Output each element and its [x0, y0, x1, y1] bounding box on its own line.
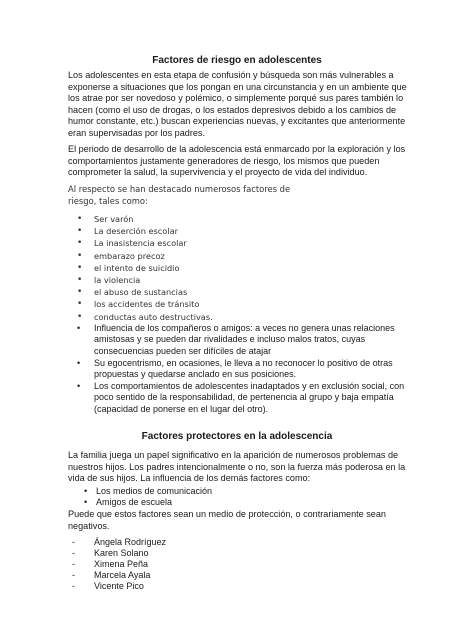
bullet-icon: • — [77, 357, 81, 368]
bullet-icon: • — [77, 299, 83, 310]
bullet-icon: • — [77, 214, 83, 224]
paragraph-development: El periodo de desarrollo de la adolescencia está enmarcado por la exploración y los comportamientos justamente generadores de riesgo, los mismos que pueden comprometer la salud, la supervivencia y el proyecto de vida del individuo. — [68, 144, 406, 178]
list-item: • conductas auto destructivas. — [77, 311, 213, 322]
list-item: • Ser varón — [77, 214, 134, 224]
list-item: • Los medios de comunicación — [84, 486, 213, 496]
risk-factors-list — [68, 213, 413, 416]
dash-icon: - — [72, 548, 75, 558]
list-item: - Vicente Pico — [72, 581, 144, 591]
bullet-icon: • — [77, 287, 83, 298]
list-item: • el intento de suicidio — [77, 262, 180, 273]
bullet-icon: • — [77, 311, 83, 322]
bullet-icon: • — [84, 486, 88, 496]
paragraph-family: La familia juega un papel significativo en la aparición de numerosos problemas de nuestros hijos. Los padres intencionalmente o no, son la fuerza más poderosa en la vida de sus hijos. La influencia de los demás factores como: — [68, 450, 406, 484]
bullet-icon: • — [77, 250, 83, 261]
bullet-icon: • — [84, 497, 88, 507]
section-title-protective: Factores protectores en la adolescencia — [141, 431, 333, 442]
list-item: • Amigos de escuela — [84, 497, 173, 507]
bullet-icon: • — [77, 322, 81, 333]
list-item: • embarazo precoz — [77, 250, 165, 261]
protective-factors-list — [84, 486, 212, 508]
list-item: - Ángela Rodríguez — [72, 537, 167, 547]
list-item: • Influencia de los compañeros o amigos: a veces no genera unas relaciones amistosas y se pueden dar rivalidades e incluso malos tratos, cuyas consecuencias pueden ser difíciles de atajar — [77, 322, 395, 357]
bullet-icon: • — [77, 238, 83, 249]
dash-icon: - — [72, 559, 75, 569]
list-item: • el abuso de sustancias — [77, 287, 188, 298]
authors-list — [68, 537, 166, 592]
list-item: • Su egocentrismo, en ocasiones, le lleva a no reconocer lo positivo de otras propuestas y quedarse anclado en sus posiciones. — [77, 357, 393, 380]
list-item: - Ximena Peña — [72, 559, 149, 569]
list-item: • la violencia — [77, 275, 141, 286]
dash-icon: - — [72, 570, 75, 580]
list-item: • Los comportamientos de adolescentes inadaptados y en exclusión social, con poco sentido de la responsabilidad, de pertenencia al grupo y baja empatía (capacidad de ponerse en el lugar del otro). — [77, 380, 405, 414]
paragraph-intro: Los adolescentes en esta etapa de confusión y búsqueda son más vulnerables a exponerse a situaciones que los pongan en una circunstancia y en un ambiente que los atrae por ser novedoso y polémico, o simplemente porqué sus pares también lo hacen (como el uso de drogas, o los estados depresivos debido a los cambios de humor constante, etc.) buscan experiencias nuevas, y excitantes que anteriormente eran supervisadas por los padres. — [68, 70, 407, 138]
list-item: • La inasistencia escolar — [77, 238, 187, 249]
bullet-icon: • — [77, 275, 83, 286]
list-item: • La deserción escolar — [77, 226, 178, 237]
bullet-icon: • — [77, 262, 83, 273]
list-item: - Karen Solano — [72, 548, 149, 558]
bullet-icon: • — [77, 380, 81, 391]
dash-icon: - — [72, 581, 75, 591]
list-item: - Marcela Ayala — [72, 570, 151, 580]
paragraph-factors-intro: Al respecto se han destacado numerosos factores de riesgo, tales como: — [68, 184, 291, 206]
list-item: • los accidentes de tránsito — [77, 299, 200, 310]
section-title-risk: Factores de riesgo en adolescentes — [152, 55, 322, 66]
paragraph-conclusion: Puede que estos factores sean un medio de protección, o contrariamente sean negativos. — [68, 509, 386, 531]
bullet-icon: • — [77, 226, 83, 237]
dash-icon: - — [72, 537, 75, 547]
